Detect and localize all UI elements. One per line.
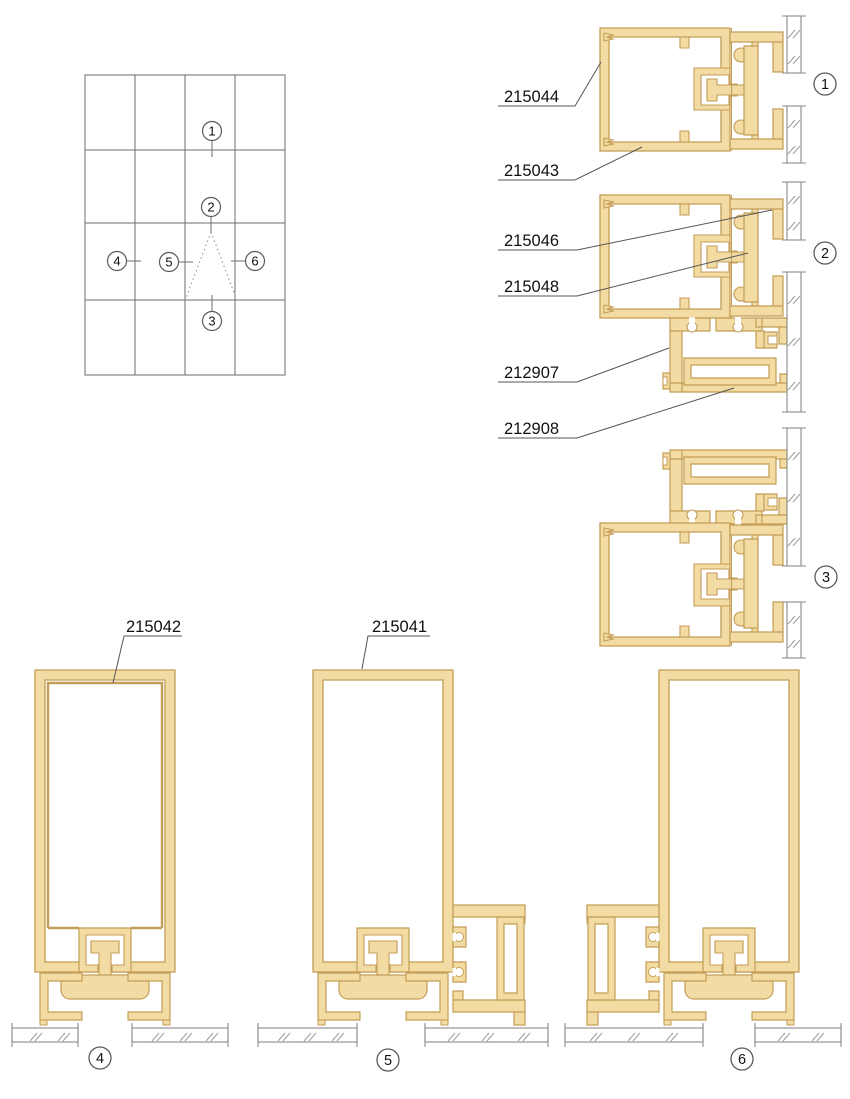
svg-text:4: 4 — [95, 1051, 105, 1067]
callout-212908 — [498, 388, 734, 438]
callout-212907 — [498, 348, 669, 382]
callout-215046 — [498, 210, 772, 250]
section-1-detail — [498, 16, 836, 180]
svg-text:215041: 215041 — [372, 618, 428, 636]
inner-liner-profile — [48, 683, 162, 928]
svg-text:215044: 215044 — [504, 88, 560, 106]
section-4-detail — [12, 618, 228, 1069]
svg-text:215046: 215046 — [504, 232, 560, 250]
svg-text:212907: 212907 — [504, 364, 560, 382]
section-marker-3 — [815, 566, 837, 588]
section-6-detail — [565, 670, 841, 1070]
callout-215041 — [362, 618, 430, 669]
svg-text:215048: 215048 — [504, 278, 560, 296]
glass-pane — [565, 1023, 703, 1047]
section-5-side-profile — [453, 905, 526, 1025]
schematic-marker-5 — [160, 253, 179, 272]
section-3-assembly — [600, 523, 783, 646]
svg-text:4: 4 — [113, 253, 121, 269]
window-schematic — [85, 75, 285, 375]
section-marker-2 — [814, 242, 836, 264]
schematic-marker-4 — [108, 252, 127, 271]
glass-pane — [782, 602, 806, 658]
glass-pane — [132, 1023, 228, 1047]
section-6-mullion — [659, 670, 799, 1025]
glass-pane — [782, 106, 806, 163]
section-3-detail — [600, 428, 837, 658]
glass-pane — [258, 1023, 357, 1047]
schematic-opening-dashes — [186, 232, 236, 298]
svg-text:2: 2 — [207, 199, 215, 215]
glass-pane — [782, 16, 806, 73]
section-6-side-profile — [587, 905, 660, 1025]
section-2-transom — [663, 317, 787, 392]
section-5-mullion — [313, 670, 453, 1025]
schematic-marker-6 — [246, 252, 265, 271]
schematic-grid — [85, 75, 285, 375]
svg-text:215042: 215042 — [126, 618, 182, 636]
callout-215043 — [498, 147, 642, 180]
schematic-marker-1 — [203, 122, 222, 141]
svg-text:2: 2 — [820, 246, 830, 262]
svg-text:6: 6 — [737, 1052, 747, 1068]
section-4-mullion — [35, 670, 175, 1025]
svg-text:3: 3 — [821, 570, 831, 586]
svg-text:6: 6 — [251, 253, 259, 269]
section-5-detail — [258, 618, 548, 1071]
glass-pane — [12, 1023, 78, 1047]
section-marker-6 — [731, 1048, 753, 1070]
svg-text:212908: 212908 — [504, 420, 560, 438]
section-1-assembly — [600, 28, 783, 151]
section-3-transom — [663, 450, 787, 525]
svg-text:1: 1 — [208, 123, 216, 139]
svg-text:3: 3 — [208, 313, 216, 329]
glass-pane — [782, 182, 806, 240]
section-marker-4 — [89, 1047, 111, 1069]
svg-text:215043: 215043 — [504, 162, 560, 180]
glass-pane — [782, 428, 806, 566]
schematic-marker-3 — [203, 312, 222, 331]
svg-text:1: 1 — [820, 77, 830, 93]
svg-text:5: 5 — [165, 254, 173, 270]
section-marker-1 — [814, 73, 836, 95]
section-marker-5 — [377, 1049, 399, 1071]
callout-215044 — [498, 62, 601, 106]
glass-pane — [755, 1023, 841, 1047]
glass-pane — [425, 1023, 548, 1047]
section-2-detail — [498, 182, 836, 438]
schematic-marker-2 — [202, 198, 221, 217]
svg-text:5: 5 — [383, 1053, 393, 1069]
schematic-cut-ticks — [126, 141, 246, 311]
